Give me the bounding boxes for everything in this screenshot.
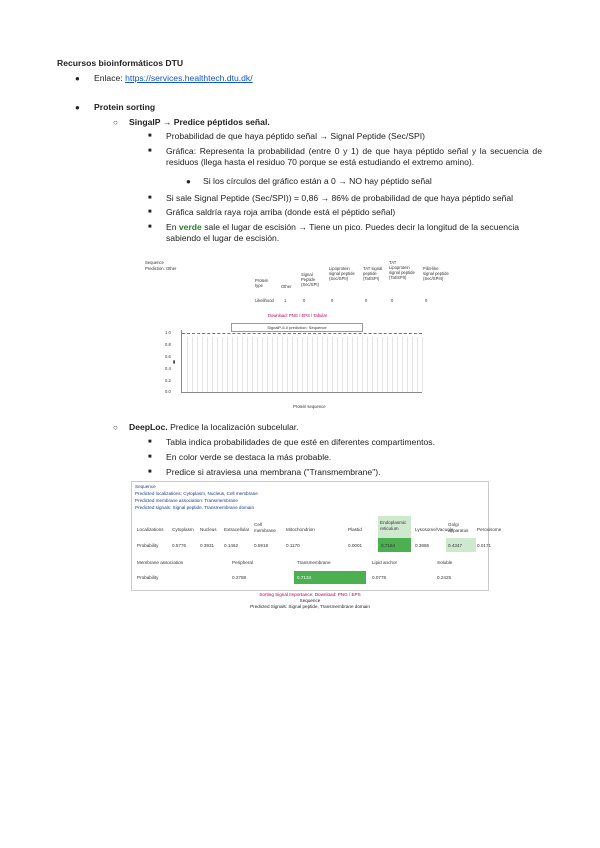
bullet-square: ■ <box>148 224 152 230</box>
plot-xlabel: Protein sequence <box>293 404 326 409</box>
fig1-plot-title: SignalP-6.0 prediction: Sequence <box>231 323 363 332</box>
plot-gridline <box>312 337 313 392</box>
plot-gridline <box>267 337 268 392</box>
plot-gridline <box>357 337 358 392</box>
deeploc-item-3: Predice si atraviesa una membrana ("Transmembrane"). <box>166 467 381 477</box>
fig1-download[interactable]: Download: PNG / EPS / Tabular <box>268 313 328 318</box>
fig2-loc-header: Localizations <box>137 527 164 532</box>
fig1-prediction: Prediction: Other <box>145 266 177 271</box>
fig2-loc-cell: 0.0171 <box>477 543 492 548</box>
plot-gridline <box>377 337 378 392</box>
bullet-square: ■ <box>148 133 152 139</box>
fig2-loc-header: Peroxisome <box>477 527 502 532</box>
plot-ytick: 0.6 <box>165 354 171 359</box>
bullet-square: ■ <box>148 469 152 475</box>
plot-ytick: 0.0 <box>165 389 171 394</box>
fig2-loc-cell: 0.1170 <box>286 543 300 548</box>
fig1-header: Lipoprotein signal peptide (Sec/SPII) <box>329 266 355 281</box>
signalp-item-3: Si sale Signal Peptide (Sec/SPI)) = 0,86 → 86% de probabilidad de que haya péptido señal <box>166 193 514 203</box>
fig2-footer-3: Predicted Signals: Signal peptide, Transmembrane domain <box>250 604 370 609</box>
signalp-plot-area <box>181 330 422 393</box>
plot-gridline <box>257 337 258 392</box>
fig2-loc-header: Extracellular <box>224 527 250 532</box>
plot-gridline <box>392 337 393 392</box>
fig2-loc-row-label: Probability <box>137 543 159 548</box>
fig1-cell: 0 <box>391 298 394 303</box>
plot-gridline <box>372 337 373 392</box>
plot-gridline <box>397 337 398 392</box>
fig2-mem-pred: Predicted membrane association: Transmembrane <box>135 498 238 503</box>
fig1-cell: 1 <box>284 298 287 303</box>
plot-gridline <box>367 337 368 392</box>
plot-gridline <box>207 337 208 392</box>
plot-gridline <box>277 337 278 392</box>
bullet-circle: ○ <box>113 118 118 127</box>
plot-gridline <box>342 337 343 392</box>
bullet-dot: ● <box>186 177 191 186</box>
plot-gridline <box>187 337 188 392</box>
verde-post: sale el lugar de escisión → Tiene un pico. Puedes decir la longitud de la secuencia sabiendo el lugar de escisión. <box>166 222 520 243</box>
document-heading: Recursos bioinformáticos DTU <box>57 58 184 68</box>
fig2-loc-header: Golgi apparatus <box>448 522 469 533</box>
dtu-link[interactable]: https://services.healthtech.dtu.dk/ <box>125 73 253 83</box>
plot-gridline <box>317 337 318 392</box>
bullet-square: ■ <box>148 209 152 215</box>
fig2-mem-cell: 0.2425 <box>437 575 452 580</box>
plot-gridline <box>202 337 203 392</box>
plot-gridline <box>337 337 338 392</box>
protein-sorting-heading: Protein sorting <box>94 102 156 112</box>
fig1-row-label: Likelihood <box>255 298 274 303</box>
fig2-footer-1[interactable]: Sorting Signal Importance: Download: PNG / EPS <box>259 592 361 597</box>
plot-gridline <box>422 337 423 392</box>
fig2-mem-header: Transmembrane <box>297 560 331 565</box>
fig2-loc-header: Cytoplasm <box>172 527 194 532</box>
plot-ytick: 0.4 <box>165 366 171 371</box>
plot-gridline <box>197 337 198 392</box>
plot-gridline <box>282 337 283 392</box>
fig2-mem-header: Peripheral <box>232 560 253 565</box>
fig1-cell: 0 <box>425 298 428 303</box>
fig1-header: Pilin-like signal peptide (Sec/SPIII) <box>423 266 449 281</box>
fig2-loc-header: Lysosome/Vacuole <box>415 527 454 532</box>
plot-gridline <box>412 337 413 392</box>
plot-gridline <box>347 337 348 392</box>
fig2-sig-pred: Predicted signals: Signal peptide, Transmembrane domain <box>135 505 254 510</box>
plot-ytick: 0.8 <box>165 342 171 347</box>
fig1-header: TAT Lipoprotein signal peptide (Tat/SPII) <box>389 260 415 280</box>
fig2-mem-cell: 0.7134 <box>297 575 312 580</box>
plot-gridline <box>252 337 253 392</box>
plot-gridline <box>382 337 383 392</box>
bullet-square: ■ <box>148 454 152 460</box>
bullet-square: ■ <box>148 195 152 201</box>
bullet-square: ■ <box>148 148 152 154</box>
fig1-header: Protein type <box>255 278 269 288</box>
plot-gridline <box>407 337 408 392</box>
bullet-circle: ○ <box>113 423 118 432</box>
deeploc-title: DeepLoc. <box>129 422 168 432</box>
fig1-seq-label: Sequence <box>145 260 164 265</box>
fig1-header: Signal Peptide (Sec/SPI) <box>301 272 319 287</box>
plot-gridline <box>402 337 403 392</box>
fig2-mem-cell: 0.2788 <box>232 575 247 580</box>
fig2-mem-cell: 0.0778 <box>372 575 387 580</box>
fig1-header: Other <box>281 284 292 289</box>
deeploc-title-row <box>129 422 299 433</box>
fig1-header: TAT signal peptide (Tat/SPI) <box>363 266 383 281</box>
plot-gridline <box>237 337 238 392</box>
fig2-loc-cell: 0.7164 <box>381 543 396 548</box>
signalp-subitem: Si los círculos del gráfico están a 0 → NO hay péptido señal <box>203 176 432 186</box>
verde-word: verde <box>178 222 202 232</box>
plot-gridline <box>222 337 223 392</box>
fig1-cell: 0 <box>331 298 334 303</box>
fig2-loc-cell: 0.5918 <box>254 543 269 548</box>
signalp-figure <box>143 258 449 408</box>
plot-gridline <box>332 337 333 392</box>
deeploc-item-1: Tabla indica probabilidades de que esté en diferentes compartimentos. <box>166 437 435 447</box>
signalp-item-5 <box>166 222 546 244</box>
fig2-loc-cell: 0.4347 <box>448 543 463 548</box>
deeploc-figure <box>131 481 502 591</box>
fig2-loc-cell: 0.5776 <box>172 543 187 548</box>
fig2-footer-2: Sequence <box>299 598 321 603</box>
signalp-title: SingalP → Predice péptidos señal. <box>129 117 270 127</box>
fig2-loc-cell: 0.1462 <box>224 543 239 548</box>
plot-other-line <box>182 333 422 334</box>
deeploc-title-rest: Predice la localización subcelular. <box>167 422 299 432</box>
bullet-dot: ● <box>75 103 80 112</box>
signalp-item-1: Probabilidad de que haya péptido señal → Signal Peptide (Sec/SPI) <box>166 131 425 141</box>
plot-ytick: 0.2 <box>165 378 171 383</box>
plot-gridline <box>212 337 213 392</box>
plot-gridline <box>242 337 243 392</box>
plot-gridline <box>302 337 303 392</box>
fig2-loc-cell: 0.3931 <box>200 543 215 548</box>
fig2-loc-header: Mitochondrion <box>286 527 315 532</box>
plot-gridline <box>417 337 418 392</box>
plot-gridline <box>362 337 363 392</box>
fig2-loc-header: Cell membrane <box>254 522 276 533</box>
plot-ytick: 1.0 <box>165 330 171 335</box>
plot-gridline <box>232 337 233 392</box>
plot-gridline <box>352 337 353 392</box>
fig1-cell: 0 <box>365 298 368 303</box>
fig2-loc-header: Plastid <box>348 527 362 532</box>
fig2-loc-cell: 0.0001 <box>348 543 363 548</box>
plot-gridline <box>262 337 263 392</box>
fig2-seq: Sequence <box>135 484 156 489</box>
fig1-cell: 0 <box>303 298 306 303</box>
plot-gridline <box>287 337 288 392</box>
plot-gridline <box>322 337 323 392</box>
fig2-mem-header: Lipid anchor <box>372 560 398 565</box>
verde-pre: En <box>166 222 179 232</box>
fig2-mem-header: Membrane association <box>137 560 184 565</box>
fig2-loc-cell: 0.3886 <box>415 543 430 548</box>
deeploc-item-2: En color verde se destaca la más probable. <box>166 452 332 462</box>
enlace-label: Enlace: <box>94 73 126 83</box>
bullet-dot: ● <box>75 74 80 83</box>
fig2-loc-header: Endoplasmic reticulum <box>380 520 407 531</box>
plot-ylabel-mark: ▮ <box>173 359 176 364</box>
plot-gridline <box>387 337 388 392</box>
plot-gridline <box>227 337 228 392</box>
fig2-loc-pred: Predicted localizations: Cytoplasm, Nucleus, Cell membrane <box>135 491 258 496</box>
plot-gridline <box>217 337 218 392</box>
signalp-item-4: Gráfica saldría raya roja arriba (donde está el péptido señal) <box>166 207 396 217</box>
plot-gridline <box>327 337 328 392</box>
enlace-row <box>94 73 253 84</box>
plot-gridline <box>247 337 248 392</box>
signalp-item-2: Gráfica: Representa la probabilidad (entre 0 y 1) de que haya péptido señal y la secuencia de residuos (llega hasta el residuo 70 porque se está estudiando el extremo amino). <box>166 146 542 167</box>
bullet-square: ■ <box>148 439 152 445</box>
fig2-loc-header: Nucleus <box>200 527 217 532</box>
plot-gridline <box>272 337 273 392</box>
plot-gridline <box>297 337 298 392</box>
fig2-mem-header: Soluble <box>437 560 453 565</box>
plot-gridline <box>307 337 308 392</box>
plot-gridline <box>292 337 293 392</box>
plot-gridline <box>192 337 193 392</box>
fig2-mem-row-label: Probability <box>137 575 159 580</box>
